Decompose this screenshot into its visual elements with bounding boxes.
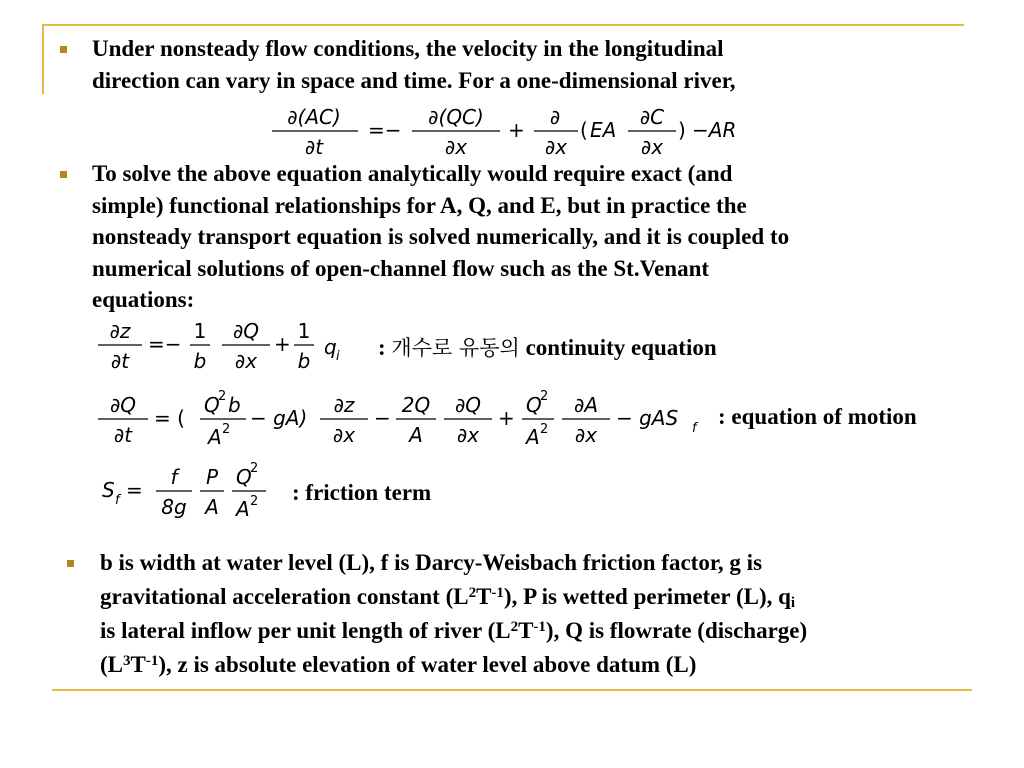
bullet-3-seg-7: ), Q is flowrate (discharge): [545, 618, 808, 643]
bullet-marker: [60, 171, 67, 178]
motion-f6-den: ∂x: [574, 423, 598, 447]
bullet-3-seg-5: is lateral inflow per unit length of river (L: [100, 618, 511, 643]
continuity-f2-num: ∂Q: [232, 319, 260, 343]
motion-plus: +: [498, 406, 515, 430]
bullet-3-sup-5: 2: [510, 619, 519, 635]
bullet-3-sup-2: 2: [468, 585, 477, 601]
bullet-3-sup-3: -1: [491, 585, 504, 601]
motion-f4-den: ∂x: [456, 423, 480, 447]
friction-f2-num: P: [205, 465, 219, 489]
bullet-3-line-3: [100, 614, 1000, 648]
continuity-label-prefix: :: [378, 335, 392, 360]
friction-f1-den: 8g: [161, 495, 187, 519]
motion-f1-num-sup: 2: [218, 389, 227, 404]
transport-paren-open: (: [580, 118, 588, 142]
motion-label: : equation of motion: [718, 404, 917, 429]
bullet-2-line-1: To solve the above equation analytically would require exact (and: [92, 161, 733, 186]
bullet-1-line-1: Under nonsteady flow conditions, the velocity in the longitudinal: [92, 36, 724, 61]
motion-lhs-den: ∂t: [113, 423, 133, 447]
transport-t3-num: ∂C: [639, 105, 665, 129]
bullet-3-line-4: [100, 648, 1000, 682]
bottom-rule: [52, 689, 972, 691]
bullet-3-seg-8: (L: [100, 652, 123, 677]
motion-f1-num-b: b: [228, 393, 241, 417]
bullet-3-seg-2: gravitational acceleration constant (L: [100, 584, 469, 609]
continuity-f1-den: b: [193, 349, 207, 373]
motion-f6-num: ∂A: [573, 393, 599, 417]
transport-t2-den: ∂x: [544, 135, 568, 159]
bullet-1-text: [92, 33, 972, 96]
friction-f2-den: A: [205, 495, 219, 519]
transport-plus: +: [508, 118, 525, 142]
bullet-3-seg-10: ), z is absolute elevation of water level above datum (L): [158, 652, 697, 677]
bullet-2-line-4: numerical solutions of open-channel flow such as the St.Venant: [92, 255, 710, 281]
bullet-1-line-2: direction can vary in space and time. For a one-dimensional river,: [92, 67, 736, 93]
transport-ea: EA: [590, 118, 617, 142]
bullet-3-sub-4: i: [790, 595, 796, 611]
motion-equation: [96, 388, 708, 450]
motion-f5-num-base: Q: [526, 393, 542, 417]
transport-tail: −AR: [692, 118, 737, 142]
transport-t1-den: ∂x: [444, 135, 468, 159]
bullet-3-seg-9: T: [130, 652, 146, 677]
friction-f3-den-base: A: [236, 497, 250, 521]
motion-f2-den: ∂x: [332, 423, 356, 447]
friction-f3-den-sup: 2: [250, 494, 259, 509]
continuity-f3-den: b: [297, 349, 311, 373]
transport-equation: [268, 100, 768, 160]
motion-f2-num: ∂z: [333, 393, 355, 417]
bullet-marker: [67, 560, 74, 567]
friction-lhs-sub: f: [115, 493, 120, 508]
continuity-f1-num: 1: [193, 319, 207, 343]
bullet-3-seg-4: ), P is wetted perimeter (L), q: [503, 584, 791, 609]
bullet-2-line-5: equations:: [92, 287, 195, 312]
transport-t3-den: ∂x: [640, 135, 664, 159]
continuity-label: [378, 333, 717, 363]
motion-lhs-num: ∂Q: [109, 393, 137, 417]
transport-lhs-den: ∂t: [304, 135, 324, 159]
transport-lhs-num: ∂(AC): [287, 105, 341, 129]
continuity-q-sub: i: [336, 349, 340, 364]
bullet-2-line-3: nonsteady transport equation is solved numerically, and it is coupled to: [92, 224, 790, 249]
continuity-f2-den: ∂x: [234, 349, 258, 373]
motion-f1-den-base: A: [208, 425, 222, 449]
motion-minus: −: [374, 406, 391, 430]
friction-equation: [100, 460, 280, 522]
bullet-3-seg-6: T: [518, 618, 534, 643]
continuity-label-rest: continuity equation: [519, 335, 717, 360]
continuity-lhs-den: ∂t: [110, 349, 130, 373]
motion-f5-num-sup: 2: [540, 389, 549, 404]
motion-f1-num-base: Q: [204, 393, 220, 417]
motion-f5-den-sup: 2: [540, 422, 549, 437]
motion-f3-num: 2Q: [401, 393, 431, 417]
motion-f4-num: ∂Q: [454, 393, 482, 417]
bullet-3-line-2: [100, 580, 1000, 614]
bullet-3-text: [100, 546, 1000, 682]
friction-eq: =: [126, 478, 143, 502]
continuity-lhs-num: ∂z: [109, 319, 131, 343]
continuity-f3-num: 1: [297, 319, 311, 343]
bullet-2-text: [92, 158, 972, 316]
friction-lhs: S: [102, 478, 115, 502]
bullet-3-line-1: [100, 546, 1000, 580]
motion-f1-den-sup: 2: [222, 422, 231, 437]
continuity-label-korean: 개수로 유동의: [391, 336, 520, 360]
continuity-q: q: [324, 335, 337, 359]
motion-tail-sub: f: [692, 421, 697, 436]
transport-t1-num: ∂(QC): [428, 105, 484, 129]
motion-mid: − gA): [250, 406, 308, 430]
transport-eq: =−: [368, 118, 402, 142]
bullet-3-sup-9: -1: [145, 653, 159, 669]
bullet-3-seg-3: T: [476, 584, 492, 609]
bullet-marker: [60, 46, 67, 53]
top-rule: [42, 24, 964, 26]
motion-tail: − gAS: [616, 406, 679, 430]
motion-f5-den-base: A: [526, 425, 540, 449]
transport-paren-close: ): [678, 118, 686, 142]
motion-f3-den: A: [409, 423, 423, 447]
left-rule: [42, 24, 44, 94]
friction-f1-num: f: [170, 465, 178, 489]
bullet-3-sup-6: -1: [533, 619, 546, 635]
continuity-equation: [96, 316, 356, 374]
continuity-plus: +: [274, 332, 291, 356]
friction-f3-num-sup: 2: [250, 461, 259, 476]
bullet-2-line-2: simple) functional relationships for A, Q, and E, but in practice the: [92, 192, 747, 218]
friction-label: : friction term: [292, 480, 432, 505]
continuity-eq: =−: [148, 332, 182, 356]
transport-t2-num: ∂: [549, 105, 561, 129]
bullet-3-seg-1: b is width at water level (L), f is Darcy-Weisbach friction factor, g is: [100, 550, 763, 575]
friction-f3-num-base: Q: [236, 465, 252, 489]
bullet-3-sup-8: 3: [123, 653, 131, 669]
motion-eq: = (: [154, 406, 185, 430]
